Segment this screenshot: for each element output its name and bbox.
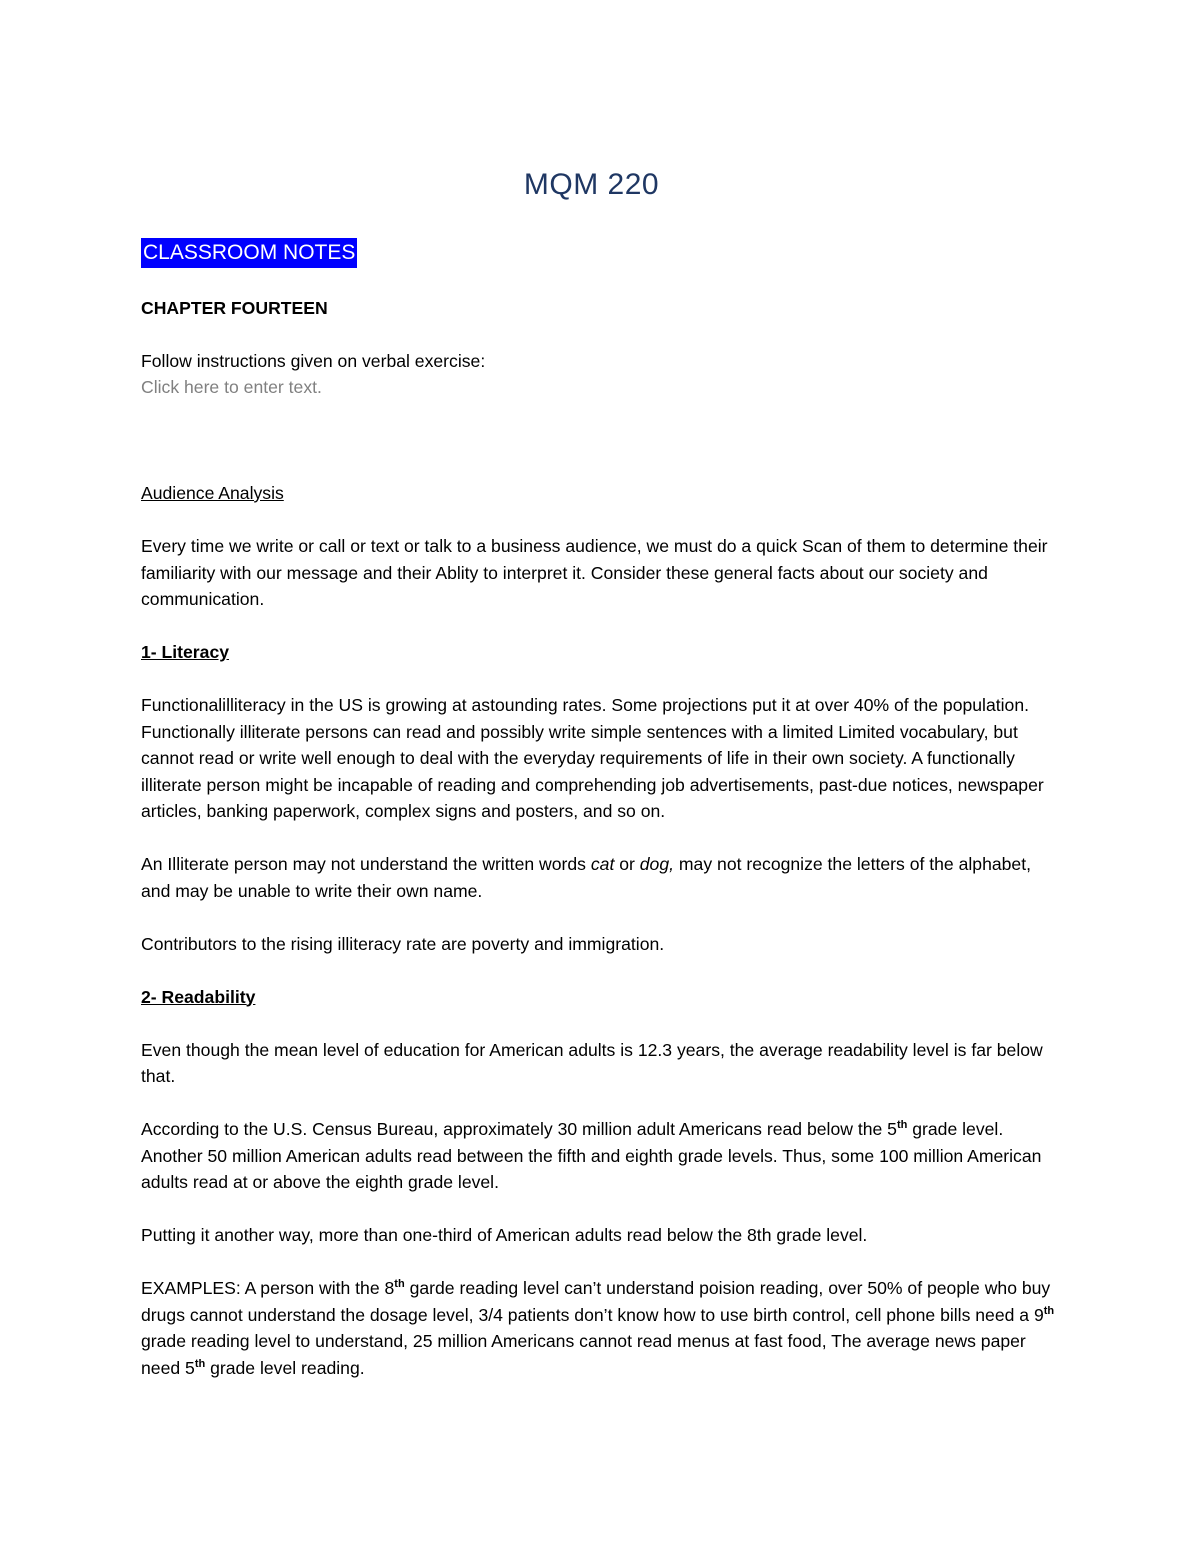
readability-paragraph-3: Putting it another way, more than one-third of American adults read below the 8th grade level. <box>141 1225 868 1245</box>
literacy-paragraph-1: Functionalilliteracy in the US is growing at astounding rates. Some projections put it at over 40% of the population. Functionally illiterate persons can read and possibly write simple sentences with a limited Limited vocabulary, but cannot read or write well enough to deal with the everyday requirements of life in their own society. A functionally illiterate person might be incapable of reading and comprehending job advertisements, past-due notices, newspaper articles, banking paperwork, complex signs and posters, and so on. <box>141 695 1044 821</box>
instruction-text: Follow instructions given on verbal exercise: <box>141 350 486 371</box>
classroom-notes-highlight: CLASSROOM NOTES <box>141 238 357 268</box>
document-body <box>141 238 1061 1381</box>
literacy-paragraph-2: An Illiterate person may not understand the written words cat or dog, may not recognize the letters of the alphabet, and may be unable to write their own name. <box>141 854 1031 901</box>
audience-analysis-paragraph: Every time we write or call or text or talk to a business audience, we must do a quick Scan of them to determine their familiarity with our message and their Ablity to interpret it. Consider these general facts about our society and communication. <box>141 536 1048 609</box>
literacy-heading: 1- Literacy <box>141 642 230 662</box>
audience-analysis-heading: Audience Analysis <box>141 483 284 503</box>
literacy-paragraph-3: Contributors to the rising illiteracy rate are poverty and immigration. <box>141 933 665 954</box>
word-cat: cat <box>590 854 615 874</box>
text-entry-placeholder[interactable]: Click here to enter text. <box>141 377 322 397</box>
word-dog: dog, <box>639 854 675 874</box>
readability-heading: 2- Readability <box>141 986 256 1007</box>
readability-paragraph-1: Even though the mean level of education for American adults is 12.3 years, the average readability level is far below that. <box>141 1039 1043 1086</box>
page-title: MQM 220 <box>523 168 660 201</box>
examples-paragraph: EXAMPLES: A person with the 8th garde reading level can’t understand poision reading, over 50% of people who buy drugs cannot understand the dosage level, 3/4 patients don’t know how to use birth control, cell phone bills need a 9th grade reading level to understand, 25 million Americans cannot read menus at fast food, The average news paper need 5th grade level reading. <box>141 1278 1055 1378</box>
readability-paragraph-2: According to the U.S. Census Bureau, approximately 30 million adult Americans read below the 5th grade level. Another 50 million American adults read between the fifth and eighth grade levels. Thus, some 100 million American adults read at or above the eighth grade level. <box>141 1119 1042 1192</box>
chapter-heading: CHAPTER FOURTEEN <box>141 297 328 318</box>
